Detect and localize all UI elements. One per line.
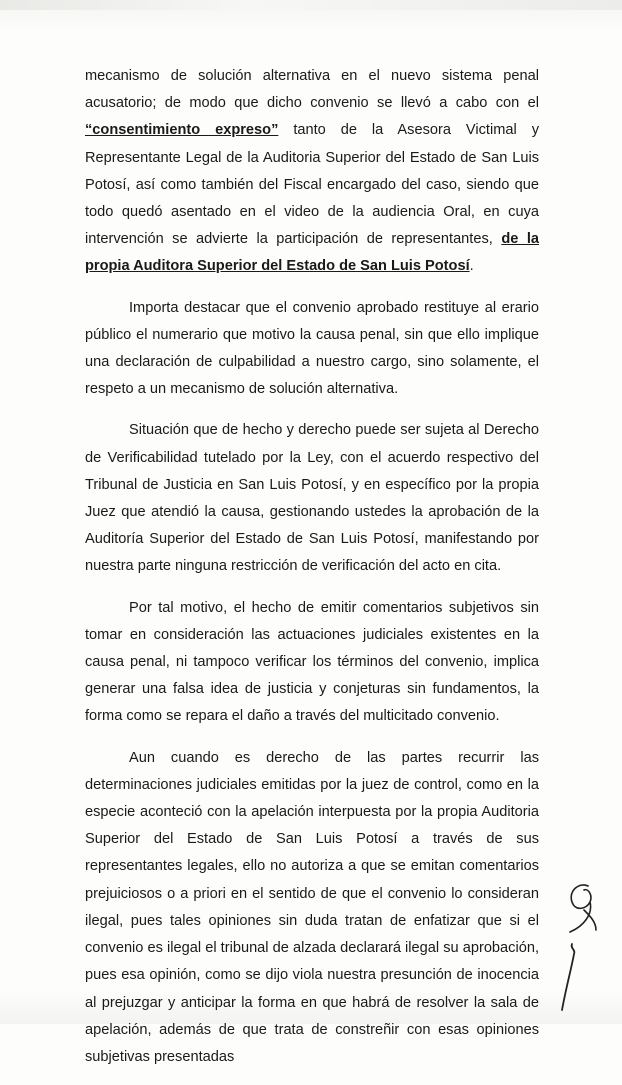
scan-edge: [0, 0, 622, 10]
paragraph-1-text-c: tanto de la Asesora Victimal y Representante Legal de la Auditoria Superior del Estado de San Luis Potosí, así como también del Fiscal encargado del caso, siendo que todo quedó asentado en el video de la audiencia Oral, en cuya intervención se advierte la participación de representantes,: [85, 122, 539, 248]
paragraph-3: Situación que de hecho y derecho puede ser sujeta al Derecho de Verificabilidad tutelado por la Ley, con el acuerdo respectivo del Tribunal de Justicia en San Luis Potosí, y en específico por la propia Juez que atendió la causa, gestionando ustedes la aprobación de la Auditoría Superior del Estado de San Luis Potosí, manifestando por nuestra parte ninguna restricción de verificación del acto en cita.: [85, 422, 539, 575]
paragraph-2: Importa destacar que el convenio aprobado restituye al erario público el numerario que motivo la causa penal, sin que ello implique una declaración de culpabilidad a nuestro cargo, sino solamente, el respeto a un mecanismo de solución alternativa.: [85, 299, 539, 398]
paragraph-5: Aun cuando es derecho de las partes recurrir las determinaciones judiciales emitidas por la juez de control, como en la especie aconteció con la apelación interpuesta por la propia Auditoria Superior del Estado de San Luis Potosí a través de sus representantes legales, ello no autoriza a que se emitan comentarios prejuiciosos o a priori en el sentido de que el convenio lo consideran ilegal, pues tales opiniones sin duda tratan de enfatizar que si el convenio es ilegal el tribunal de alzada declarará ilegal su aprobación, pues esa opinión, como se dijo viola nuestra presunción de inocencia al prejuzgar y anticipar la forma en que habrá de resolver la sala de apelación, además de que trata de constreñir con esas opiniones subjetivas presentadas: [85, 749, 539, 1065]
emphasis-consent: “consentimiento expreso”: [85, 122, 279, 139]
handwritten-stroke-icon: [550, 940, 590, 1015]
handwritten-initial-icon: [560, 880, 600, 940]
paragraph-1-text-e: .: [469, 258, 474, 275]
document-body: [85, 63, 539, 1085]
paragraph-4: Por tal motivo, el hecho de emitir comentarios subjetivos sin tomar en consideración las actuaciones judiciales existentes en la causa penal, ni tampoco verificar los términos del convenio, implica generar una falsa idea de justicia y conjeturas sin fundamentos, la forma como se repara el daño a través del multicitado convenio.: [85, 599, 539, 725]
paragraph-1-text-a: mecanismo de solución alternativa en el nuevo sistema penal acusatorio; de modo que dicho convenio se llevó a cabo con el: [85, 68, 539, 112]
paragraph-1: [85, 63, 539, 281]
emphasis-auditor: de la propia Auditora Superior del Estado de San Luis Potosí: [85, 231, 539, 275]
